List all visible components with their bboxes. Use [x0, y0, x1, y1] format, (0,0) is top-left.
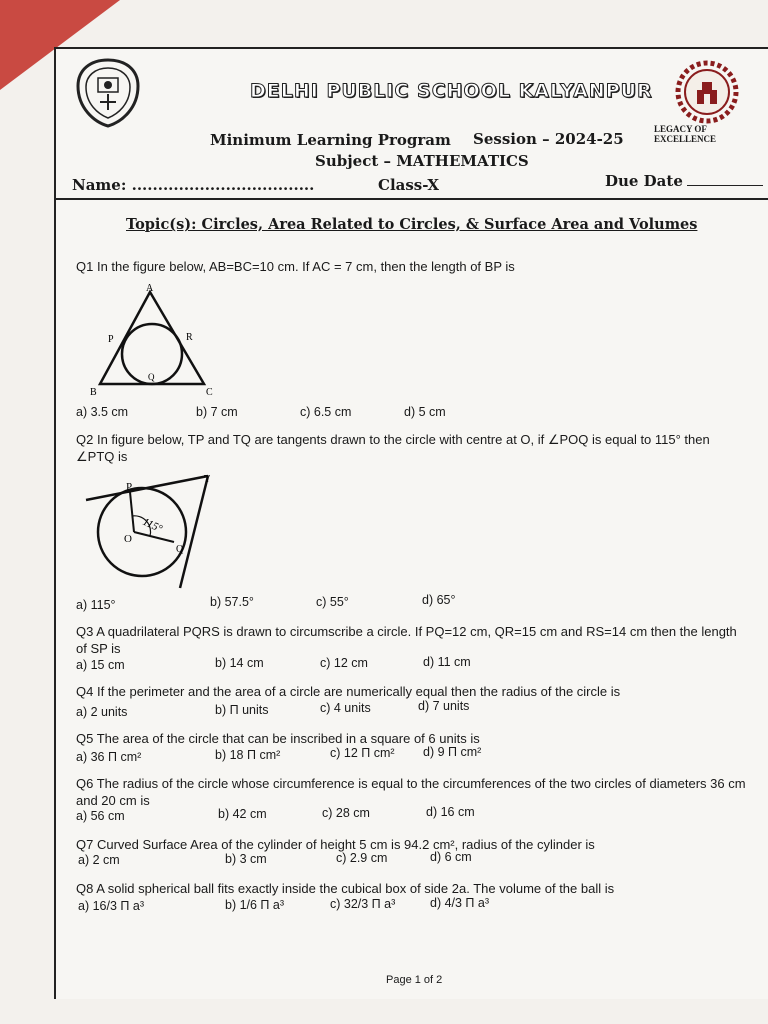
q1-option-a: a) 3.5 cm [76, 405, 129, 419]
page-number: Page 1 of 2 [386, 974, 443, 986]
q7-option-b: b) 3 cm [225, 852, 267, 866]
q4-option-b: b) Π units [215, 703, 269, 717]
q5-option-d: d) 9 Π cm² [423, 745, 482, 759]
due-date-field [605, 172, 763, 190]
q2-option-b: b) 57.5° [210, 595, 254, 609]
q2-option-c: c) 55° [316, 595, 349, 609]
label-t: T [204, 474, 211, 485]
q7-option-a: a) 2 cm [78, 853, 120, 867]
q5-option-a: a) 36 Π cm² [76, 750, 142, 764]
question-5: Q5 The area of the circle that can be inscribed in a square of 6 units is [76, 731, 480, 746]
q5-option-b: b) 18 Π cm² [215, 748, 281, 762]
q3-option-d: d) 11 cm [423, 655, 471, 669]
q1-option-d: d) 5 cm [404, 405, 446, 419]
class-label: Class-X [378, 176, 440, 194]
label-r: R [186, 332, 193, 343]
q4-option-c: c) 4 units [320, 701, 371, 715]
program-title: Minimum Learning Program [210, 131, 451, 149]
question-6: Q6 The radius of the circle whose circumference is equal to the circumferences of the two circles of diameters 36 cm and 20 cm is [76, 776, 746, 808]
angle-label: 115° [140, 515, 165, 536]
school-name: DELHI PUBLIC SCHOOL KALYANPUR [250, 80, 653, 102]
label-p: P [108, 334, 114, 345]
session-label: Session – 2024-25 [473, 130, 624, 148]
name-field: Name: ................................... [72, 176, 315, 194]
q3-option-c: c) 12 cm [320, 656, 368, 670]
tangents-circle-figure [84, 470, 224, 600]
gear-seal-icon [675, 60, 739, 124]
q3-option-a: a) 15 cm [76, 658, 125, 672]
label-q: Q [148, 372, 155, 382]
label-p: P [126, 481, 133, 493]
school-crest-icon [74, 56, 142, 128]
q6-option-b: b) 42 cm [218, 807, 267, 821]
q8-option-d: d) 4/3 Π a³ [430, 896, 490, 910]
q7-option-c: c) 2.9 cm [336, 851, 388, 865]
label-c: C [206, 387, 213, 398]
triangle-incircle-figure [86, 282, 216, 400]
due-date-line [687, 185, 763, 186]
q6-option-d: d) 16 cm [426, 805, 475, 819]
q1-option-b: b) 7 cm [196, 405, 238, 419]
topic-heading: Topic(s): Circles, Area Related to Circles, & Surface Area and Volumes [126, 216, 698, 233]
question-1: Q1 In the figure below, AB=BC=10 cm. If AC = 7 cm, then the length of BP is [76, 259, 515, 274]
q3-option-b: b) 14 cm [215, 656, 264, 670]
label-q: Q [176, 544, 184, 555]
tagline: LEGACY OF EXCELLENCE [654, 124, 717, 144]
q2-option-a: a) 115° [76, 598, 116, 612]
q7-option-d: d) 6 cm [430, 850, 472, 864]
q8-option-a: a) 16/3 Π a³ [78, 899, 145, 913]
q5-option-c: c) 12 Π cm² [330, 746, 395, 760]
q4-option-a: a) 2 units [76, 705, 128, 719]
question-4: Q4 If the perimeter and the area of a circle are numerically equal then the radius of the circle is [76, 684, 621, 699]
q6-option-c: c) 28 cm [322, 806, 370, 820]
label-o: O [124, 533, 132, 545]
q2-option-d: d) 65° [422, 593, 456, 607]
q1-option-c: c) 6.5 cm [300, 405, 352, 419]
header-divider [54, 198, 768, 200]
q8-option-c: c) 32/3 Π a³ [330, 897, 396, 911]
question-8: Q8 A solid spherical ball fits exactly inside the cubical box of side 2a. The volume of the ball is [76, 881, 615, 896]
question-2: Q2 In figure below, TP and TQ are tangents drawn to the circle with centre at O, if ∠POQ is equal to 115° then ∠PTQ is [76, 432, 710, 464]
label-b: B [90, 387, 97, 398]
question-3: Q3 A quadrilateral PQRS is drawn to circumscribe a circle. If PQ=12 cm, QR=15 cm and RS=14 cm then the length of SP is [76, 624, 737, 656]
subject-label: Subject – MATHEMATICS [315, 152, 529, 170]
q4-option-d: d) 7 units [418, 699, 470, 713]
q8-option-b: b) 1/6 Π a³ [225, 898, 285, 912]
label-a: A [146, 283, 154, 294]
due-date-label: Due Date [605, 172, 683, 190]
question-7: Q7 Curved Surface Area of the cylinder of height 5 cm is 94.2 cm², radius of the cylinder is [76, 837, 595, 852]
q6-option-a: a) 56 cm [76, 809, 125, 823]
